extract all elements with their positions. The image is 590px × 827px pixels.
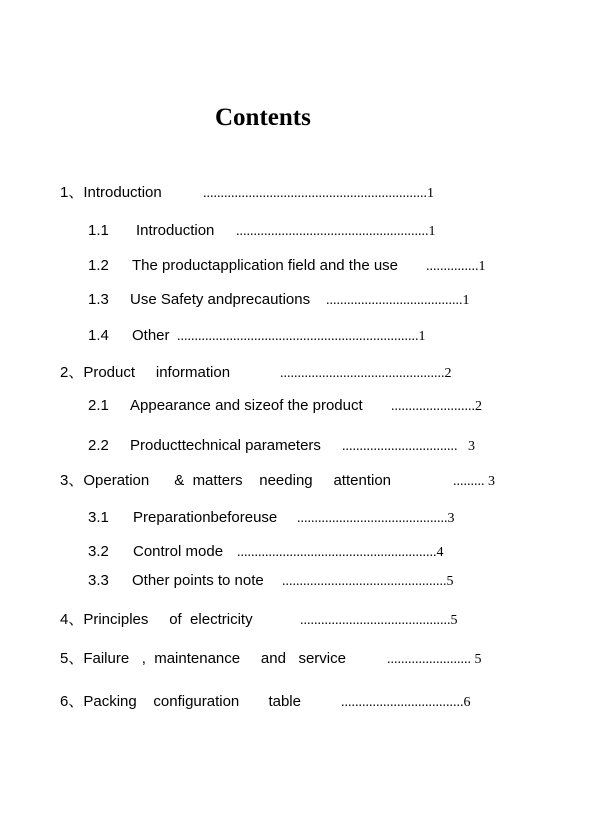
toc-entry[interactable]: [60, 611, 253, 629]
toc-entry-leader: .........................................................4: [237, 545, 444, 560]
toc-entry-page: 1: [418, 329, 426, 344]
toc-entry-number: 3.3: [88, 572, 109, 589]
toc-entry-label: Introduction: [136, 222, 215, 239]
toc-entry[interactable]: [88, 437, 321, 455]
toc-entry[interactable]: [88, 257, 398, 275]
toc-entry-label: Use Safety andprecautions: [130, 291, 311, 308]
toc-entry-label: Operation & matters needing attention: [83, 472, 392, 489]
toc-entry-leader: ........................ 5: [387, 652, 482, 667]
toc-entry-leader: ...........................................5: [300, 613, 458, 628]
toc-entry-leader: ................................. 3: [342, 439, 475, 454]
toc-entry-label: Producttechnical parameters: [130, 437, 321, 454]
toc-entry-label: Other: [132, 327, 170, 344]
toc-entry-page: 2: [475, 399, 482, 414]
toc-entry-leader: ...............................................5: [282, 574, 454, 589]
toc-entry-page: 5: [474, 652, 482, 667]
toc-entry-number: 6、: [60, 693, 84, 710]
toc-entry-number: 1.3: [88, 291, 109, 308]
toc-entry-number: 1、: [60, 184, 84, 201]
toc-entry[interactable]: [88, 397, 363, 415]
toc-entry-leader: .......................................................1: [236, 224, 436, 239]
toc-entry[interactable]: [60, 472, 391, 490]
toc-entry-number: 1.4: [88, 327, 109, 344]
toc-entry[interactable]: [88, 291, 310, 309]
toc-entry-number: 2、: [60, 364, 84, 381]
toc-entry-number: 5、: [60, 650, 84, 667]
toc-entry-page: 5: [450, 613, 458, 628]
toc-entry[interactable]: [88, 222, 214, 240]
toc-entry[interactable]: [60, 693, 301, 711]
toc-entry[interactable]: [88, 543, 223, 561]
toc-entry[interactable]: [60, 364, 230, 382]
toc-entry-label: Product information: [83, 364, 231, 381]
toc-entry[interactable]: [60, 650, 346, 668]
toc-entry-label: Control mode: [133, 543, 224, 560]
toc-entry-page: 6: [463, 695, 471, 710]
toc-entry-leader: ...........................................3: [297, 511, 455, 526]
toc-entry-leader: ...............................................2: [280, 366, 452, 381]
toc-entry-leader: .......................................1: [326, 293, 470, 308]
page-title: Contents: [215, 104, 311, 131]
toc-entry-page: 3: [488, 474, 495, 489]
toc-entry-number: 2.1: [88, 397, 109, 414]
toc-entry-label: Preparationbeforeuse: [133, 509, 278, 526]
toc-entry-page: 1: [427, 186, 434, 201]
toc-entry-label: Failure , maintenance and service: [83, 650, 346, 667]
toc-entry-leader: ................................................................1: [203, 186, 434, 201]
toc-entry-leader: ......... 3: [453, 474, 495, 489]
toc-entry-page: 4: [436, 545, 444, 560]
toc-entry[interactable]: [88, 327, 170, 345]
toc-entry-number: 4、: [60, 611, 84, 628]
toc-entry-number: 3、: [60, 472, 84, 489]
toc-entry-number: 1.1: [88, 222, 109, 239]
toc-entry-label: The productapplication field and the use: [132, 257, 399, 274]
toc-entry-label: Appearance and sizeof the product: [130, 397, 363, 414]
toc-entry[interactable]: [88, 572, 264, 590]
toc-entry-leader: ........................2: [391, 399, 482, 414]
toc-entry-number: 3.2: [88, 543, 109, 560]
toc-entry-page: 3: [468, 439, 475, 454]
toc-entry-leader: ...................................6: [341, 695, 471, 710]
toc-entry-number: 2.2: [88, 437, 109, 454]
toc-entry-number: 3.1: [88, 509, 109, 526]
toc-entry-leader: .....................................................................1: [177, 329, 426, 344]
toc-entry[interactable]: [88, 509, 277, 527]
toc-entry-label: Principles of electricity: [83, 611, 253, 628]
toc-entry[interactable]: [60, 184, 162, 202]
toc-entry-leader: ...............1: [426, 259, 486, 274]
toc-entry-page: 3: [447, 511, 455, 526]
toc-entry-label: Introduction: [83, 184, 162, 201]
toc-entry-number: 1.2: [88, 257, 109, 274]
toc-entry-page: 1: [462, 293, 470, 308]
toc-entry-page: 2: [444, 366, 452, 381]
toc-entry-page: 1: [478, 259, 486, 274]
toc-entry-page: 5: [446, 574, 454, 589]
toc-entry-label: Other points to note: [132, 572, 264, 589]
toc-entry-page: 1: [428, 224, 436, 239]
toc-entry-label: Packing configuration table: [83, 693, 301, 710]
